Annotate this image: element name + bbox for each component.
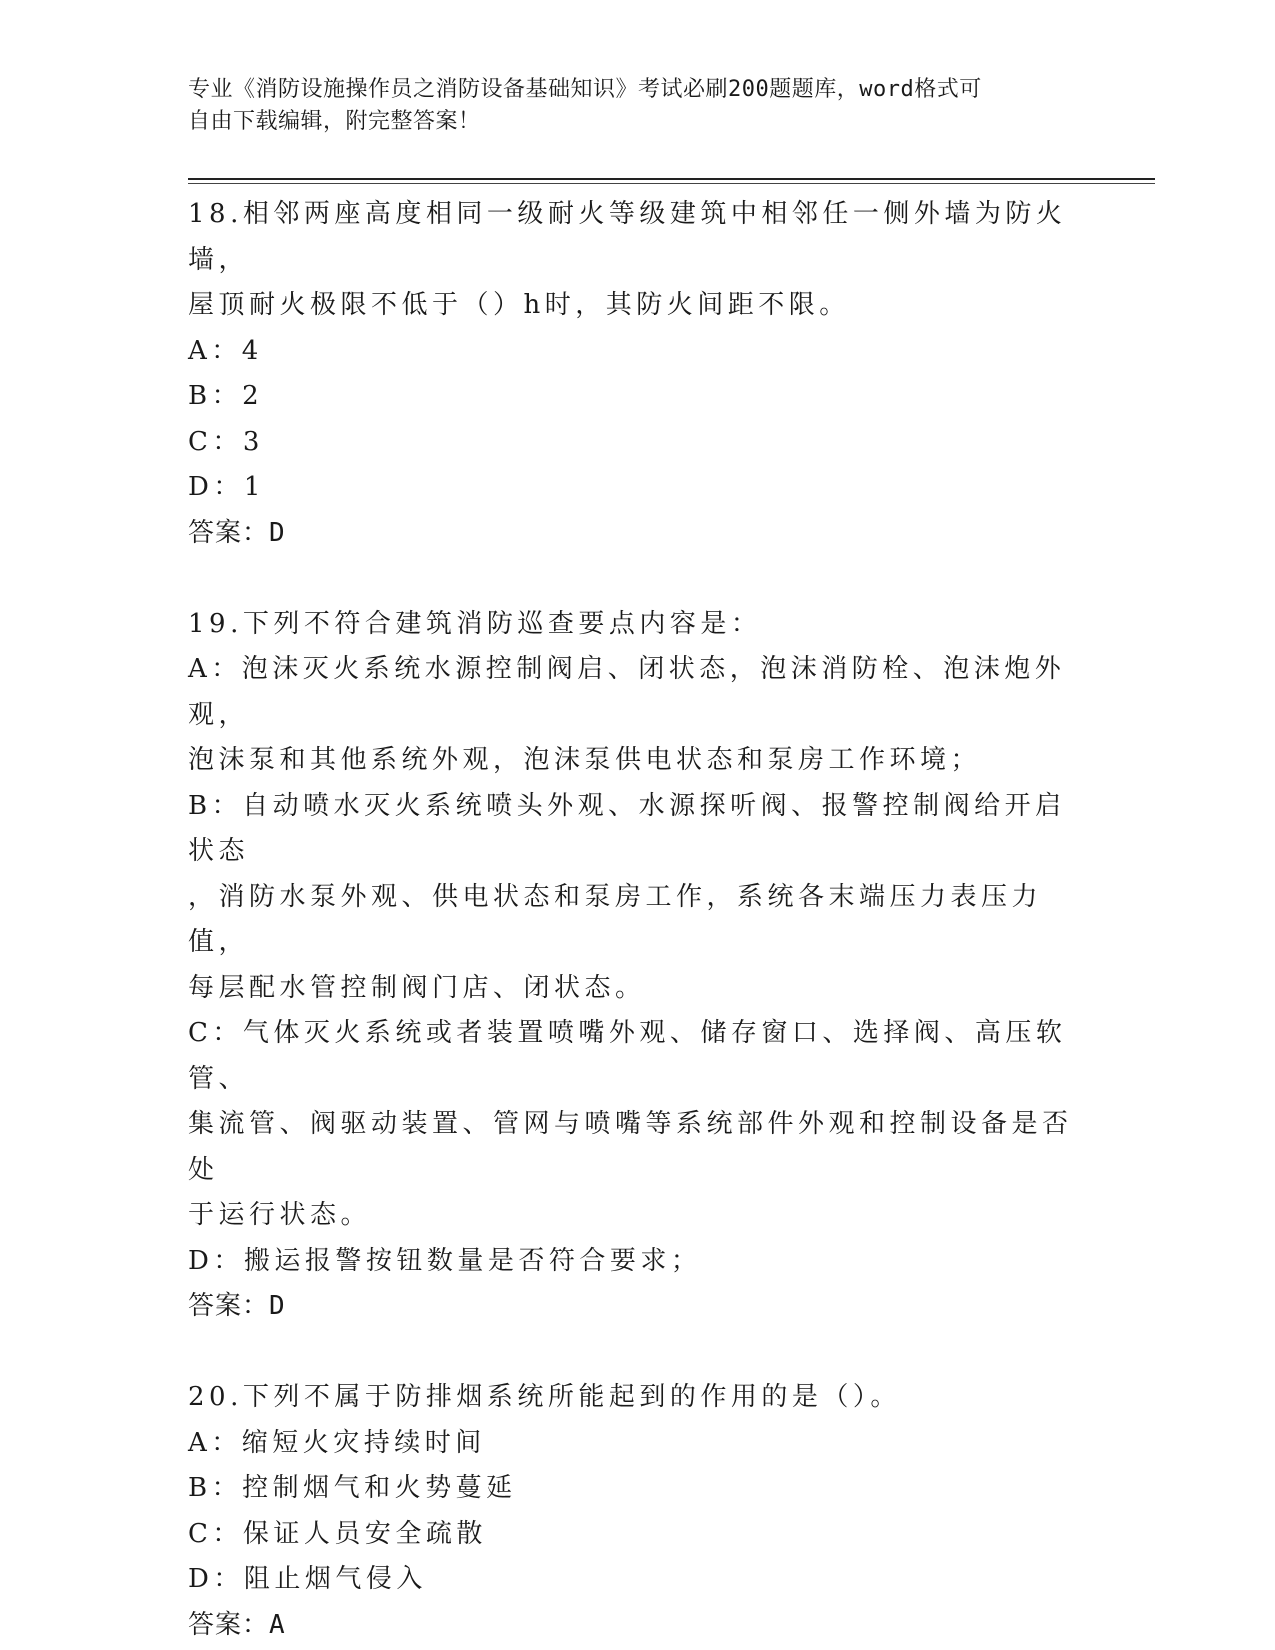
question-spacer xyxy=(188,556,1088,602)
option-c: C：3 xyxy=(188,426,264,457)
option-b-line: 每层配水管控制阀门店、闭状态。 xyxy=(188,972,646,1003)
question-text-line: 20.下列不属于防排烟系统所能起到的作用的是（）。 xyxy=(188,1382,901,1412)
question-text-line: 屋顶耐火极限不低于（）h时，其防火间距不限。 xyxy=(188,290,850,320)
option-d: D：搬运报警按钮数量是否符合要求； xyxy=(188,1245,702,1276)
question-20 xyxy=(188,1375,1088,1648)
option-a: A：4 xyxy=(188,335,263,366)
question-text-line: 18.相邻两座高度相同一级耐火等级建筑中相邻任一侧外墙为防火墙， xyxy=(188,199,1067,275)
option-d: D：阻止烟气侵入 xyxy=(188,1564,427,1594)
question-19 xyxy=(188,602,1088,1330)
header-line-1: 专业《消防设施操作员之消防设备基础知识》考试必刷200题题库，word格式可 xyxy=(188,77,982,102)
option-b-line: ，消防水泵外观、供电状态和泵房工作，系统各末端压力表压力值， xyxy=(188,881,1043,957)
question-18 xyxy=(188,192,1088,556)
option-b: B：2 xyxy=(188,381,264,411)
header-line-2: 自由下载编辑，附完整答案！ xyxy=(188,109,481,134)
option-c: C：保证人员安全疏散 xyxy=(188,1518,487,1549)
question-spacer xyxy=(188,1330,1088,1376)
answer-line: 答案：D xyxy=(188,517,286,548)
option-b: B：控制烟气和火势蔓延 xyxy=(188,1473,517,1503)
option-c-line: 集流管、阀驱动装置、管网与喷嘴等系统部件外观和控制设备是否处 xyxy=(188,1109,1073,1185)
option-a: A：缩短火灾持续时间 xyxy=(188,1427,486,1458)
option-c-line: 于运行状态。 xyxy=(188,1200,372,1230)
option-d: D：1 xyxy=(188,472,265,502)
option-a-line: A：泡沫灭火系统水源控制阀启、闭状态，泡沫消防栓、泡沫炮外观， xyxy=(188,654,1066,730)
answer-line: 答案：D xyxy=(188,1291,286,1321)
question-list xyxy=(188,192,1088,1648)
header-rule-thin xyxy=(188,183,1155,184)
option-c-line: C：气体灭火系统或者装置喷嘴外观、储存窗口、选择阀、高压软管、 xyxy=(188,1018,1067,1094)
answer-line: 答案：A xyxy=(188,1609,286,1640)
option-a-line: 泡沫泵和其他系统外观，泡沫泵供电状态和泵房工作环境； xyxy=(188,745,982,775)
document-header xyxy=(188,74,1088,138)
header-rule-thick xyxy=(188,178,1155,180)
option-b-line: B：自动喷水灭火系统喷头外观、水源探听阀、报警控制阀给开启状态 xyxy=(188,790,1066,866)
question-text-line: 19.下列不符合建筑消防巡查要点内容是： xyxy=(188,608,762,639)
